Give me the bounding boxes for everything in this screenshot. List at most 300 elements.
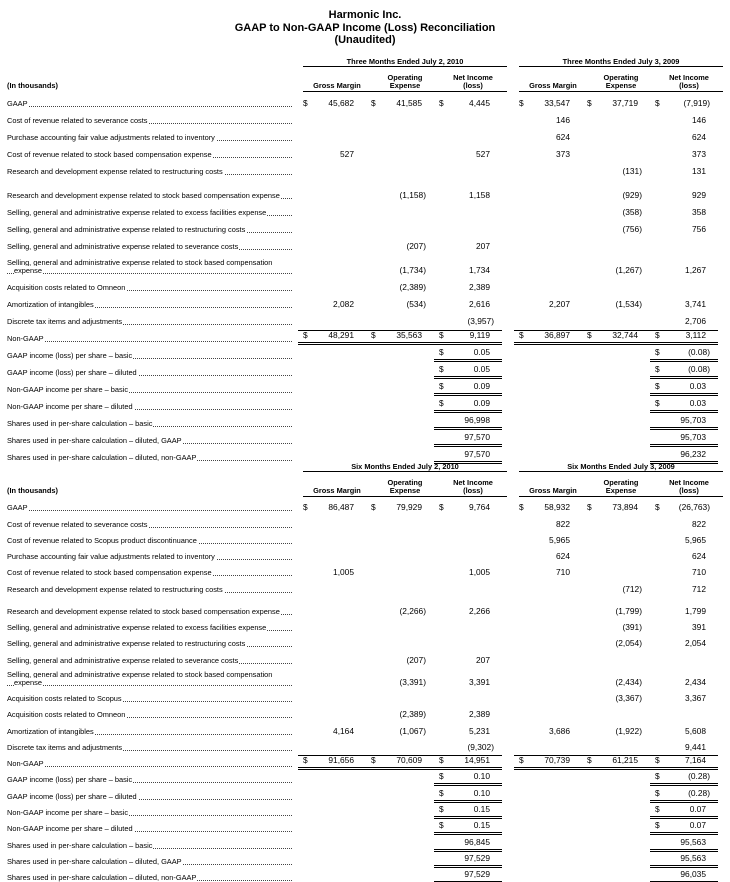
cell-value: 624 — [692, 551, 706, 562]
period-columns — [514, 150, 718, 161]
opex-cell — [582, 167, 650, 178]
row-label-text: GAAP — [0, 99, 29, 108]
row-label — [0, 825, 292, 835]
ni-cell — [434, 607, 502, 618]
period-columns — [514, 727, 718, 738]
cell-value: (0.08) — [688, 347, 710, 357]
period-columns — [298, 772, 502, 786]
row-label — [0, 318, 292, 328]
row-label-text: Cost of revenue related to severance costs — [0, 520, 149, 529]
table-row — [0, 127, 730, 144]
cell-value: 7,164 — [685, 755, 706, 766]
cell-value: 0.07 — [689, 820, 706, 831]
cell-value: (2,389) — [399, 709, 426, 720]
gm-cell — [514, 133, 582, 144]
row-label-text: GAAP — [0, 503, 29, 512]
cell-value — [371, 568, 422, 577]
cell-value: 0.10 — [473, 787, 490, 798]
table-row — [0, 819, 730, 835]
currency-symbol: $ — [303, 98, 308, 108]
cell-value — [587, 536, 638, 545]
row-label-text: Shares used in per-share calculation – diluted, GAAP — [0, 857, 183, 866]
cell-value: 527 — [476, 149, 490, 159]
cell-value: 41,585 — [396, 98, 422, 108]
cell-value — [519, 678, 570, 687]
column-headers — [303, 472, 507, 497]
ni-cell — [434, 191, 502, 202]
ni-cell — [434, 365, 502, 379]
currency-symbol: $ — [439, 787, 444, 798]
cell-value: 0.03 — [689, 381, 706, 391]
cell-value: 1,799 — [685, 605, 706, 616]
opex-cell — [582, 639, 650, 650]
gm-cell — [514, 678, 582, 689]
opex-cell — [366, 283, 434, 294]
opex-cell — [582, 150, 650, 161]
cell-value — [519, 607, 570, 616]
cell-value — [519, 623, 570, 632]
opex-label-1: Operating — [387, 73, 423, 82]
period-columns — [514, 585, 718, 596]
period-columns — [514, 789, 718, 803]
period-columns — [298, 365, 502, 379]
cell-value: 2,207 — [549, 299, 570, 309]
table-row — [0, 396, 730, 413]
ni-cell — [434, 710, 502, 721]
opex-cell — [366, 191, 434, 202]
table-row — [0, 328, 730, 345]
gm-cell — [298, 242, 366, 253]
gm-cell — [514, 167, 582, 178]
gross-margin-label: Gross Margin — [529, 486, 577, 495]
cell-value: 61,215 — [612, 755, 638, 766]
row-label-text-inner: Selling, general and administrative expense related to stock based compensation expense — [7, 669, 273, 687]
period-columns — [514, 348, 718, 362]
cell-value: 5,965 — [685, 534, 706, 545]
table-row — [0, 144, 730, 161]
currency-symbol: $ — [587, 330, 592, 340]
ni-cell — [434, 743, 502, 754]
row-label-text: Acquisition costs related to Scopus — [0, 694, 123, 703]
ni-cell — [650, 433, 718, 447]
cell-value: 822 — [692, 518, 706, 529]
ni-cell — [434, 805, 502, 819]
ni-cell — [434, 789, 502, 803]
period-columns — [298, 710, 502, 721]
ni-cell — [434, 678, 502, 689]
table-row — [0, 110, 730, 127]
period-columns — [298, 503, 502, 514]
row-label — [0, 586, 292, 596]
cell-value: 3,367 — [685, 692, 706, 703]
period-columns — [514, 266, 718, 277]
units-label: (In thousands) — [7, 81, 58, 90]
table-row — [0, 770, 730, 786]
cell-value: 58,932 — [544, 502, 570, 513]
gm-cell — [514, 266, 582, 277]
cell-value: 73,894 — [612, 502, 638, 513]
period-title: Three Months Ended July 2, 2010 — [303, 57, 507, 67]
cell-value: (1,734) — [399, 265, 426, 275]
row-label — [0, 369, 292, 379]
ni-cell — [650, 317, 718, 328]
gm-cell — [298, 607, 366, 618]
row-label — [0, 352, 292, 362]
table-row — [0, 634, 730, 650]
cell-value: 0.15 — [473, 820, 490, 831]
cell-value: (1,267) — [615, 265, 642, 275]
period-columns — [514, 317, 718, 328]
gm-cell — [514, 116, 582, 127]
ni-cell — [434, 838, 502, 852]
gm-cell — [514, 568, 582, 579]
cell-value: 712 — [692, 583, 706, 594]
period-columns — [514, 99, 718, 110]
row-label — [0, 386, 292, 396]
gross-margin-header — [519, 472, 587, 496]
cell-value: 70,609 — [396, 755, 422, 766]
table-row — [0, 514, 730, 530]
cell-value: (2,266) — [399, 605, 426, 616]
cell-value: 527 — [340, 149, 354, 159]
row-label — [0, 776, 292, 786]
row-label-text: Non-GAAP income per share – diluted — [0, 824, 134, 833]
period-columns — [514, 821, 718, 835]
period-columns — [298, 348, 502, 362]
period-columns — [298, 416, 502, 430]
cell-value: 710 — [692, 567, 706, 578]
ni-cell — [650, 821, 718, 835]
company-name: Harmonic Inc. — [328, 9, 402, 21]
currency-symbol: $ — [439, 381, 444, 391]
net-income-label-1: Net Income — [669, 73, 709, 82]
table-row — [0, 803, 730, 819]
gm-cell — [298, 283, 366, 294]
opex-cell — [582, 694, 650, 705]
table-row — [0, 430, 730, 447]
period-columns — [514, 167, 718, 178]
row-label-text: GAAP income (loss) per share – diluted — [0, 792, 138, 801]
cell-value: 4,164 — [333, 725, 354, 736]
currency-symbol: $ — [655, 787, 660, 798]
gm-cell — [298, 743, 366, 754]
cell-value: 146 — [556, 115, 570, 125]
table-row — [0, 852, 730, 868]
currency-symbol: $ — [519, 502, 524, 513]
cell-value: 14,951 — [464, 755, 490, 766]
row-label-text: Selling, general and administrative expense related to severance costs — [0, 656, 239, 665]
opex-cell — [582, 99, 650, 110]
table-row — [0, 294, 730, 311]
row-label-text — [0, 259, 292, 275]
currency-symbol: $ — [371, 98, 376, 108]
gm-cell — [298, 330, 366, 345]
ni-cell — [650, 870, 718, 882]
cell-value: (0.28) — [688, 771, 710, 782]
gm-cell — [514, 694, 582, 705]
table-row — [0, 345, 730, 362]
opex-cell — [366, 710, 434, 721]
cell-value: (0.28) — [688, 787, 710, 798]
period-columns — [298, 433, 502, 447]
cell-value — [587, 150, 638, 159]
net-income-label-1: Net Income — [453, 73, 493, 82]
period-columns — [298, 150, 502, 161]
row-label — [0, 437, 292, 447]
period-columns — [514, 838, 718, 852]
net-income-header — [439, 472, 507, 496]
period-columns — [514, 870, 718, 882]
cell-value: 35,563 — [396, 330, 422, 340]
ni-cell — [650, 225, 718, 236]
table-row — [0, 835, 730, 851]
cell-value: 0.05 — [473, 347, 490, 357]
cell-value: 4,445 — [469, 98, 490, 108]
cell-value: 2,082 — [333, 299, 354, 309]
period-columns — [514, 382, 718, 396]
ni-cell — [434, 568, 502, 579]
cell-value: 3,686 — [549, 725, 570, 736]
row-label — [0, 243, 292, 253]
gm-cell — [514, 552, 582, 563]
gm-cell — [514, 585, 582, 596]
cell-value: 131 — [692, 166, 706, 176]
row-label-text-inner: Research and development expense related to stock based compensation expense — [7, 191, 280, 200]
cell-value — [303, 191, 354, 200]
cell-value — [303, 242, 354, 251]
row-label — [0, 695, 292, 705]
ni-cell — [434, 150, 502, 161]
row-label — [0, 335, 292, 345]
gm-cell — [298, 266, 366, 277]
row-label-text: Purchase accounting fair value adjustments related to inventory — [0, 552, 216, 561]
row-label-text: Selling, general and administrative expense related to restructuring costs — [0, 225, 246, 234]
gm-cell — [298, 99, 366, 110]
cell-value: 97,529 — [464, 869, 490, 880]
ni-cell — [650, 133, 718, 144]
cell-value: (1,158) — [399, 190, 426, 200]
currency-symbol: $ — [439, 502, 444, 513]
ni-cell — [650, 805, 718, 819]
ni-cell — [650, 399, 718, 413]
period-title: Three Months Ended July 3, 2009 — [519, 57, 723, 67]
gm-cell — [298, 727, 366, 738]
cell-value: 0.15 — [473, 804, 490, 815]
row-label-text: Research and development expense related to restructuring costs — [0, 585, 224, 594]
net-income-label-2: (loss) — [679, 81, 699, 90]
period-columns — [298, 399, 502, 413]
cell-value: 48,291 — [328, 330, 354, 340]
row-label — [0, 284, 292, 294]
opex-cell — [582, 536, 650, 547]
opex-cell — [582, 208, 650, 219]
row-label-text — [0, 192, 292, 200]
opex-label-2: Expense — [389, 486, 421, 495]
table-row — [0, 738, 730, 754]
gm-cell — [514, 317, 582, 328]
column-headers — [519, 472, 723, 497]
row-label — [0, 553, 292, 563]
period-columns — [514, 416, 718, 430]
table-row — [0, 547, 730, 563]
cell-value: 929 — [692, 190, 706, 200]
period-columns — [514, 743, 718, 754]
row-label-text — [0, 608, 292, 616]
row-label-text: Shares used in per-share calculation – diluted, non-GAAP — [0, 873, 197, 882]
cell-value: 36,897 — [544, 330, 570, 340]
ni-cell — [434, 870, 502, 882]
row-label-text: Cost of revenue related to severance costs — [0, 116, 149, 125]
ni-cell — [434, 283, 502, 294]
cell-value: 3,112 — [685, 330, 706, 340]
ni-cell — [650, 503, 718, 514]
cell-value: 1,267 — [685, 265, 706, 275]
cell-value: 96,998 — [464, 415, 490, 425]
cell-value: 97,570 — [464, 449, 490, 459]
opex-cell — [366, 678, 434, 689]
ni-cell — [434, 433, 502, 447]
gm-cell — [298, 568, 366, 579]
cell-value: 95,563 — [680, 836, 706, 847]
opex-cell — [366, 266, 434, 277]
currency-symbol: $ — [371, 502, 376, 513]
cell-value — [519, 208, 570, 217]
row-label-text: GAAP income (loss) per share – diluted — [0, 368, 138, 377]
six-months-table — [0, 462, 730, 882]
gm-cell — [298, 678, 366, 689]
ni-cell — [650, 348, 718, 362]
cell-value — [587, 552, 638, 561]
opex-cell — [366, 330, 434, 345]
opex-cell — [366, 607, 434, 618]
ni-cell — [650, 838, 718, 852]
ni-cell — [434, 266, 502, 277]
cell-value: 207 — [476, 241, 490, 251]
gm-cell — [298, 710, 366, 721]
ni-cell — [650, 678, 718, 689]
cell-value: 2,266 — [469, 605, 490, 616]
gm-cell — [514, 639, 582, 650]
row-label-text: Non-GAAP — [0, 759, 45, 768]
cell-value — [519, 167, 570, 176]
cell-value: (1,067) — [399, 725, 426, 736]
three-months-table — [0, 57, 730, 464]
opex-label-2: Expense — [605, 486, 637, 495]
row-label-text: Shares used in per-share calculation – diluted, GAAP — [0, 436, 183, 445]
cell-value: 1,005 — [469, 567, 490, 578]
table-row — [0, 93, 730, 110]
cell-value: 2,054 — [685, 638, 706, 649]
period-columns — [298, 656, 502, 667]
cell-value: 97,529 — [464, 852, 490, 863]
row-label — [0, 874, 292, 882]
cell-value: (2,054) — [615, 638, 642, 649]
opex-cell — [582, 552, 650, 563]
ni-cell — [434, 348, 502, 362]
gm-cell — [514, 520, 582, 531]
cell-value: (0.08) — [688, 364, 710, 374]
opex-cell — [366, 317, 434, 328]
gm-cell — [298, 503, 366, 514]
cell-value: 1,158 — [469, 190, 490, 200]
currency-symbol: $ — [439, 347, 444, 357]
row-label-text: Selling, general and administrative expense related to restructuring costs — [0, 639, 246, 648]
currency-symbol: $ — [439, 398, 444, 408]
cell-value: 5,608 — [685, 725, 706, 736]
currency-symbol: $ — [371, 755, 376, 766]
row-label — [0, 809, 292, 819]
opex-cell — [366, 656, 434, 667]
ni-cell — [650, 772, 718, 786]
cell-value: 37,719 — [612, 98, 638, 108]
cell-value: (1,922) — [615, 725, 642, 736]
gm-cell — [514, 536, 582, 547]
table-row — [0, 178, 730, 202]
row-label-text: Non-GAAP — [0, 334, 45, 343]
row-label — [0, 504, 292, 514]
cell-value: 9,441 — [685, 741, 706, 752]
period-columns — [514, 678, 718, 689]
currency-symbol: $ — [439, 820, 444, 831]
ni-cell — [650, 300, 718, 311]
operating-expense-header — [371, 472, 439, 496]
cell-value: 9,119 — [469, 330, 490, 340]
ni-cell — [650, 116, 718, 127]
cell-value — [587, 568, 638, 577]
opex-cell — [366, 150, 434, 161]
cell-value — [587, 520, 638, 529]
period-columns — [514, 503, 718, 514]
currency-symbol: $ — [439, 755, 444, 766]
cell-value — [303, 317, 354, 326]
table-row — [0, 379, 730, 396]
table-row — [0, 311, 730, 328]
currency-symbol: $ — [519, 98, 524, 108]
period-columns — [298, 283, 502, 294]
gm-cell — [514, 503, 582, 514]
cell-value: (534) — [406, 299, 426, 309]
table-row — [0, 596, 730, 618]
table-row — [0, 202, 730, 219]
opex-cell — [582, 607, 650, 618]
cell-value — [371, 317, 422, 326]
cell-value: 79,929 — [396, 502, 422, 513]
row-label — [0, 192, 292, 202]
table-row — [0, 253, 730, 277]
row-label-text: Non-GAAP income per share – basic — [0, 808, 129, 817]
cell-value: 3,391 — [469, 676, 490, 687]
cell-value — [587, 133, 638, 142]
cell-value — [519, 266, 570, 275]
ni-cell — [434, 656, 502, 667]
row-label-text: Selling, general and administrative expense related to severance costs — [0, 242, 239, 251]
cell-value: (391) — [622, 622, 642, 633]
row-label-text: Discrete tax items and adjustments — [0, 317, 123, 326]
cell-value: 146 — [692, 115, 706, 125]
opex-label-2: Expense — [389, 81, 421, 90]
period-columns — [298, 755, 502, 770]
currency-symbol: $ — [439, 804, 444, 815]
row-label-text — [0, 671, 292, 687]
period-columns — [514, 772, 718, 786]
currency-symbol: $ — [655, 347, 660, 357]
report-heading: GAAP to Non-GAAP Income (Loss) Reconciliation — [234, 21, 496, 34]
cell-value: 96,845 — [464, 836, 490, 847]
ni-cell — [650, 167, 718, 178]
period-columns — [298, 678, 502, 689]
cell-value: (7,919) — [683, 98, 710, 108]
period-columns — [298, 300, 502, 311]
